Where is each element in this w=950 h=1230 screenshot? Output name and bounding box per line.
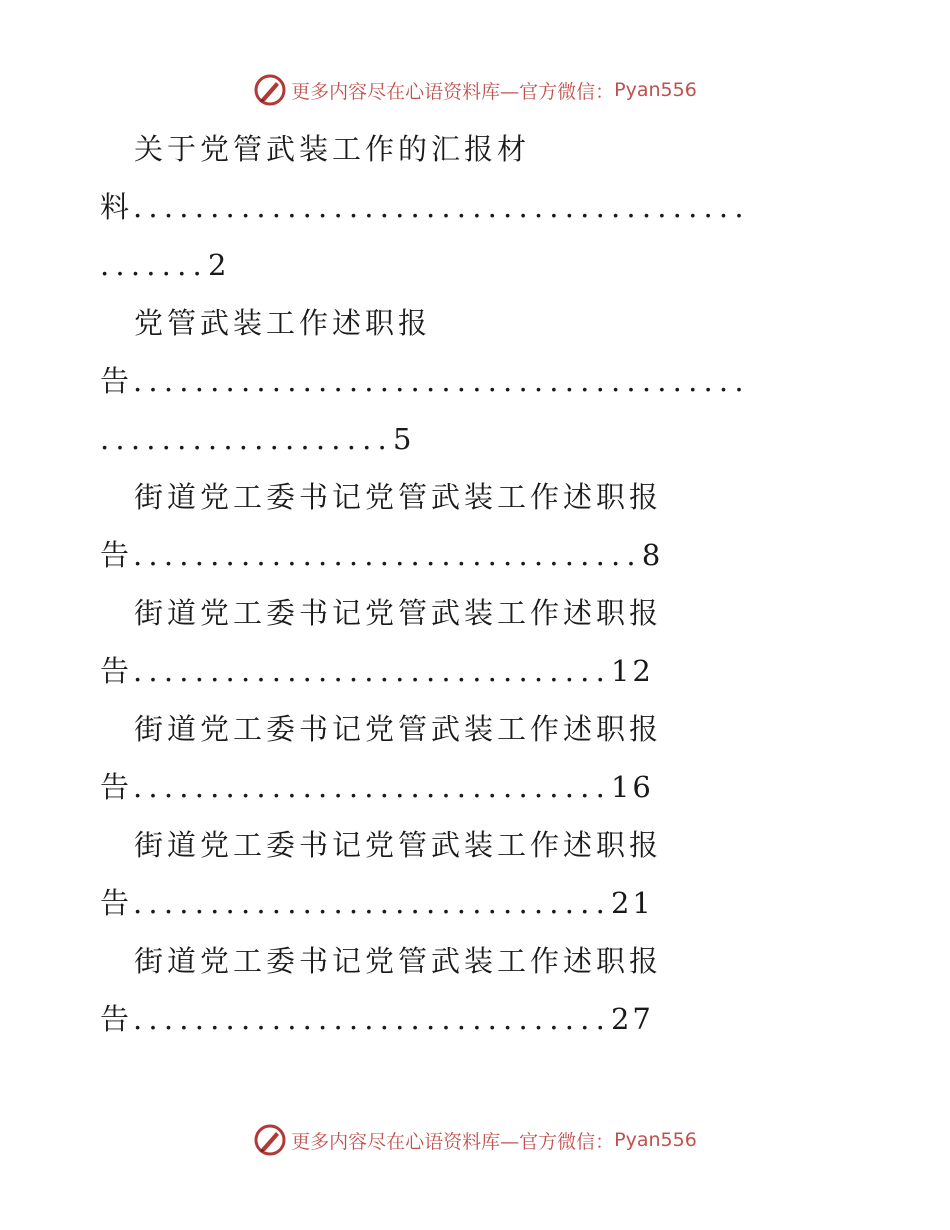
- pen-logo-icon: [253, 1123, 287, 1157]
- toc-entry-tail: 告: [100, 886, 134, 920]
- toc-leader-dots: ...................: [100, 422, 393, 456]
- table-of-contents: [100, 120, 845, 1048]
- toc-leader-dots: ...............................: [133, 886, 611, 920]
- toc-entry-title[interactable]: 街道党工委书记党管武装工作述职报: [134, 828, 663, 862]
- toc-entry-line: [100, 642, 845, 700]
- toc-leader-dots: .................................: [133, 538, 642, 572]
- toc-page-number: 5: [392, 422, 415, 456]
- toc-page-number: 2: [207, 248, 230, 282]
- footer-watermark: [0, 1118, 950, 1162]
- toc-entry-tail: 告: [100, 770, 134, 804]
- toc-entry-tail: 告: [100, 1002, 134, 1036]
- toc-entry-title[interactable]: 街道党工委书记党管武装工作述职报: [134, 944, 663, 978]
- toc-entry-tail: 料: [100, 190, 134, 224]
- toc-page-number: 16: [610, 770, 654, 804]
- watermark-text: 更多内容尽在心语资料库—官方微信：: [291, 1130, 615, 1153]
- pen-logo-icon: [253, 73, 287, 107]
- toc-page-number: 8: [641, 538, 664, 572]
- toc-page-number: 21: [610, 886, 654, 920]
- toc-entry-line: [100, 874, 845, 932]
- toc-entry-title[interactable]: 党管武装工作述职报: [134, 306, 432, 340]
- watermark-wechat-id: Pyan556: [614, 79, 697, 101]
- toc-leader-dots: ........................................: [133, 190, 750, 224]
- toc-leader-dots: ...............................: [133, 770, 611, 804]
- toc-entry-line: [100, 236, 845, 294]
- toc-entry-tail: 告: [100, 538, 134, 572]
- toc-leader-dots: .......: [100, 248, 208, 282]
- toc-page-number: 12: [610, 654, 654, 688]
- toc-entry-line: [100, 990, 845, 1048]
- toc-leader-dots: ...............................: [133, 1002, 611, 1036]
- toc-leader-dots: ...............................: [133, 654, 611, 688]
- header-watermark: [0, 68, 950, 112]
- toc-page-number: 27: [610, 1002, 654, 1036]
- toc-entry-line: [100, 178, 845, 236]
- toc-entry-line: [100, 352, 845, 410]
- toc-leader-dots: ........................................: [133, 364, 750, 398]
- watermark-wechat-id: Pyan556: [614, 1129, 697, 1151]
- toc-entry-title[interactable]: 街道党工委书记党管武装工作述职报: [134, 596, 663, 630]
- toc-entry-line: [100, 526, 845, 584]
- toc-entry-line: [100, 758, 845, 816]
- toc-entry-tail: 告: [100, 654, 134, 688]
- watermark-text: 更多内容尽在心语资料库—官方微信：: [291, 80, 615, 103]
- toc-entry-tail: 告: [100, 364, 134, 398]
- toc-entry-title[interactable]: 街道党工委书记党管武装工作述职报: [134, 712, 663, 746]
- toc-entry-title[interactable]: 关于党管武装工作的汇报材: [134, 132, 531, 166]
- toc-entry-title[interactable]: 街道党工委书记党管武装工作述职报: [134, 480, 663, 514]
- toc-entry-line: [100, 410, 845, 468]
